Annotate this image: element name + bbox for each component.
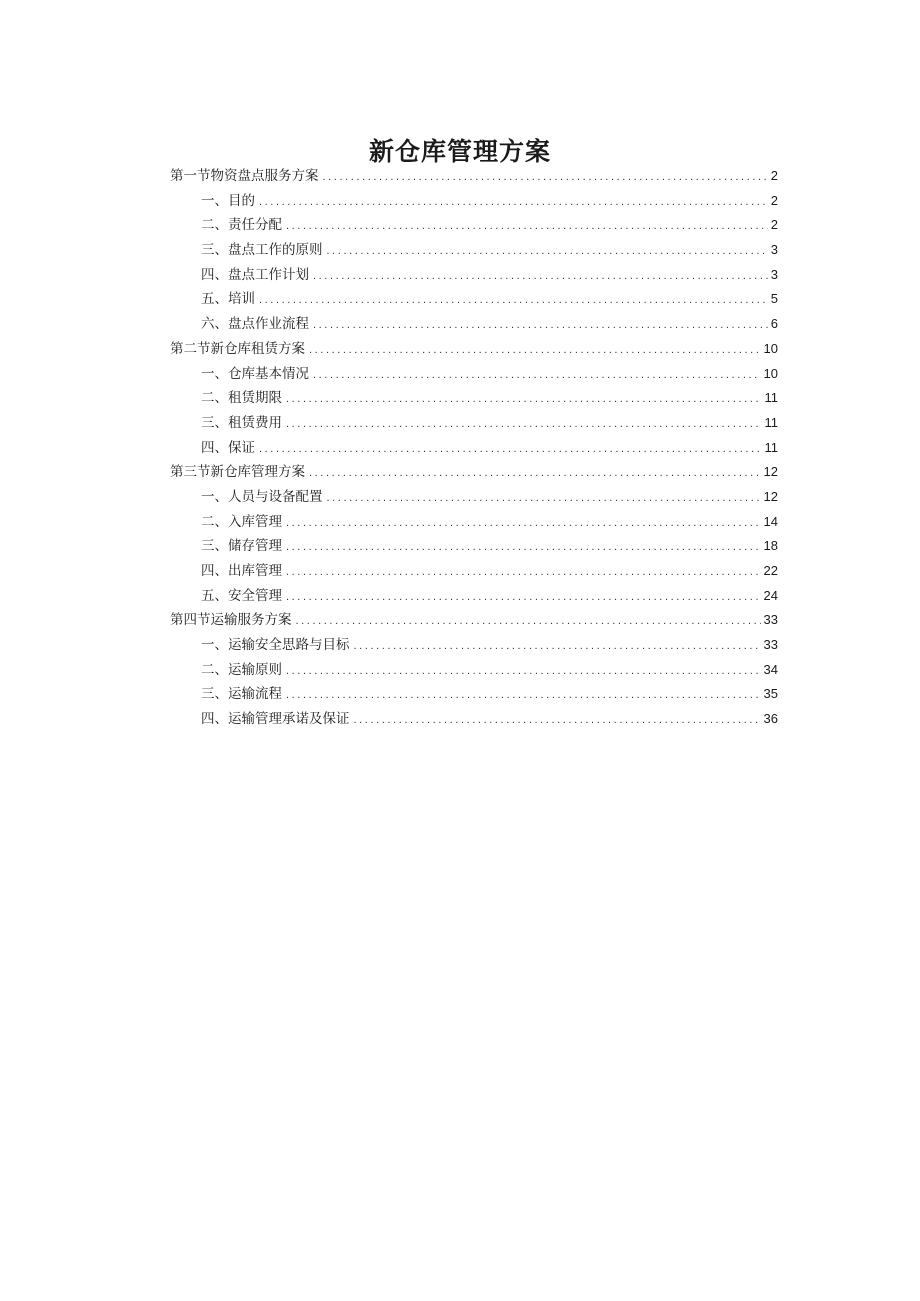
toc-dot-leader xyxy=(286,214,768,239)
toc-subsection-entry[interactable] xyxy=(170,287,778,312)
toc-section-entry[interactable] xyxy=(170,460,778,485)
toc-dot-leader xyxy=(286,511,761,536)
toc-dot-leader xyxy=(286,659,761,684)
toc-page-number: 12 xyxy=(763,464,778,480)
toc-dot-leader xyxy=(327,239,768,264)
toc-page-number: 3 xyxy=(770,266,778,282)
toc-page-number: 2 xyxy=(770,168,778,183)
toc-dot-leader xyxy=(259,288,768,313)
toc-dot-leader xyxy=(259,437,762,462)
toc-dot-leader xyxy=(354,708,761,733)
toc-page-number: 18 xyxy=(763,538,778,554)
toc-dot-leader xyxy=(313,264,768,289)
toc-page-number: 14 xyxy=(763,513,778,529)
toc-subsection-entry[interactable] xyxy=(170,213,778,238)
toc-dot-leader xyxy=(313,313,768,338)
toc-page-number: 36 xyxy=(763,711,778,727)
toc-entry-label: 一、运输安全思路与目标 xyxy=(201,637,350,654)
toc-page-number: 11 xyxy=(764,414,778,430)
toc-dot-leader xyxy=(296,609,761,634)
toc-page-number: 34 xyxy=(763,661,778,677)
toc-subsection-entry[interactable] xyxy=(170,682,778,707)
toc-entry-label: 二、责任分配 xyxy=(201,217,282,234)
toc-subsection-entry[interactable] xyxy=(170,386,778,411)
toc-page-number: 24 xyxy=(763,587,778,603)
toc-subsection-entry[interactable] xyxy=(170,189,778,214)
toc-dot-leader xyxy=(286,585,761,610)
toc-subsection-entry[interactable] xyxy=(170,362,778,387)
toc-subsection-entry[interactable] xyxy=(170,485,778,510)
toc-entry-label: 一、人员与设备配置 xyxy=(201,488,323,505)
toc-entry-label: 四、出库管理 xyxy=(201,563,282,579)
toc-dot-leader xyxy=(286,683,761,708)
toc-page-number: 11 xyxy=(764,439,778,455)
toc-page-number: 2 xyxy=(770,217,778,233)
toc-dot-leader xyxy=(286,535,761,560)
table-of-contents xyxy=(170,164,778,732)
toc-subsection-entry[interactable] xyxy=(170,238,778,263)
toc-page-number: 3 xyxy=(770,242,778,258)
toc-page-number: 22 xyxy=(763,563,778,578)
toc-entry-label: 第二节新仓库租赁方案 xyxy=(170,340,305,357)
toc-entry-label: 三、盘点工作的原则 xyxy=(201,242,323,259)
toc-dot-leader xyxy=(313,363,761,388)
toc-page-number: 33 xyxy=(763,637,778,653)
toc-entry-label: 六、盘点作业流程 xyxy=(201,316,309,333)
toc-page-number: 35 xyxy=(763,686,778,702)
toc-entry-label: 四、保证 xyxy=(201,439,255,456)
toc-dot-leader xyxy=(286,412,762,437)
toc-section-entry[interactable] xyxy=(170,337,778,362)
toc-subsection-entry[interactable] xyxy=(170,436,778,461)
toc-subsection-entry[interactable] xyxy=(170,658,778,683)
toc-dot-leader xyxy=(286,387,762,412)
toc-entry-label: 第一节物资盘点服务方案 xyxy=(170,168,319,184)
toc-page-number: 33 xyxy=(763,612,778,628)
toc-subsection-entry[interactable] xyxy=(170,312,778,337)
toc-dot-leader xyxy=(354,634,761,659)
toc-entry-label: 二、租赁期限 xyxy=(201,390,282,407)
toc-dot-leader xyxy=(286,560,761,585)
toc-subsection-entry[interactable] xyxy=(170,263,778,288)
toc-subsection-entry[interactable] xyxy=(170,633,778,658)
toc-dot-leader xyxy=(323,165,768,190)
toc-entry-label: 三、运输流程 xyxy=(201,686,282,703)
toc-dot-leader xyxy=(259,190,768,215)
toc-page-number: 10 xyxy=(763,340,778,356)
toc-subsection-entry[interactable] xyxy=(170,411,778,436)
toc-entry-label: 四、运输管理承诺及保证 xyxy=(201,711,350,728)
toc-page-number: 6 xyxy=(770,316,778,332)
toc-page-number: 11 xyxy=(764,390,778,406)
toc-entry-label: 五、培训 xyxy=(201,291,255,308)
toc-entry-label: 二、入库管理 xyxy=(201,513,282,530)
toc-dot-leader xyxy=(309,338,761,363)
toc-subsection-entry[interactable] xyxy=(170,707,778,732)
toc-section-entry[interactable] xyxy=(170,164,778,189)
toc-subsection-entry[interactable] xyxy=(170,559,778,584)
toc-subsection-entry[interactable] xyxy=(170,534,778,559)
toc-page-number: 12 xyxy=(763,488,778,504)
toc-entry-label: 五、安全管理 xyxy=(201,587,282,604)
toc-page-number: 5 xyxy=(770,291,778,307)
toc-section-entry[interactable] xyxy=(170,608,778,633)
toc-page-number: 10 xyxy=(763,365,778,381)
toc-dot-leader xyxy=(309,461,761,486)
toc-entry-label: 四、盘点工作计划 xyxy=(201,266,309,283)
toc-page-number: 2 xyxy=(770,192,778,208)
toc-dot-leader xyxy=(327,486,761,511)
toc-subsection-entry[interactable] xyxy=(170,584,778,609)
toc-entry-label: 一、目的 xyxy=(201,192,255,209)
toc-subsection-entry[interactable] xyxy=(170,510,778,535)
toc-entry-label: 一、仓库基本情况 xyxy=(201,365,309,382)
toc-entry-label: 二、运输原则 xyxy=(201,661,282,678)
document-title: 新仓库管理方案 xyxy=(368,136,551,166)
toc-entry-label: 第四节运输服务方案 xyxy=(170,612,292,629)
toc-entry-label: 三、租赁费用 xyxy=(201,414,282,431)
toc-entry-label: 第三节新仓库管理方案 xyxy=(170,464,305,481)
toc-entry-label: 三、储存管理 xyxy=(201,538,282,555)
